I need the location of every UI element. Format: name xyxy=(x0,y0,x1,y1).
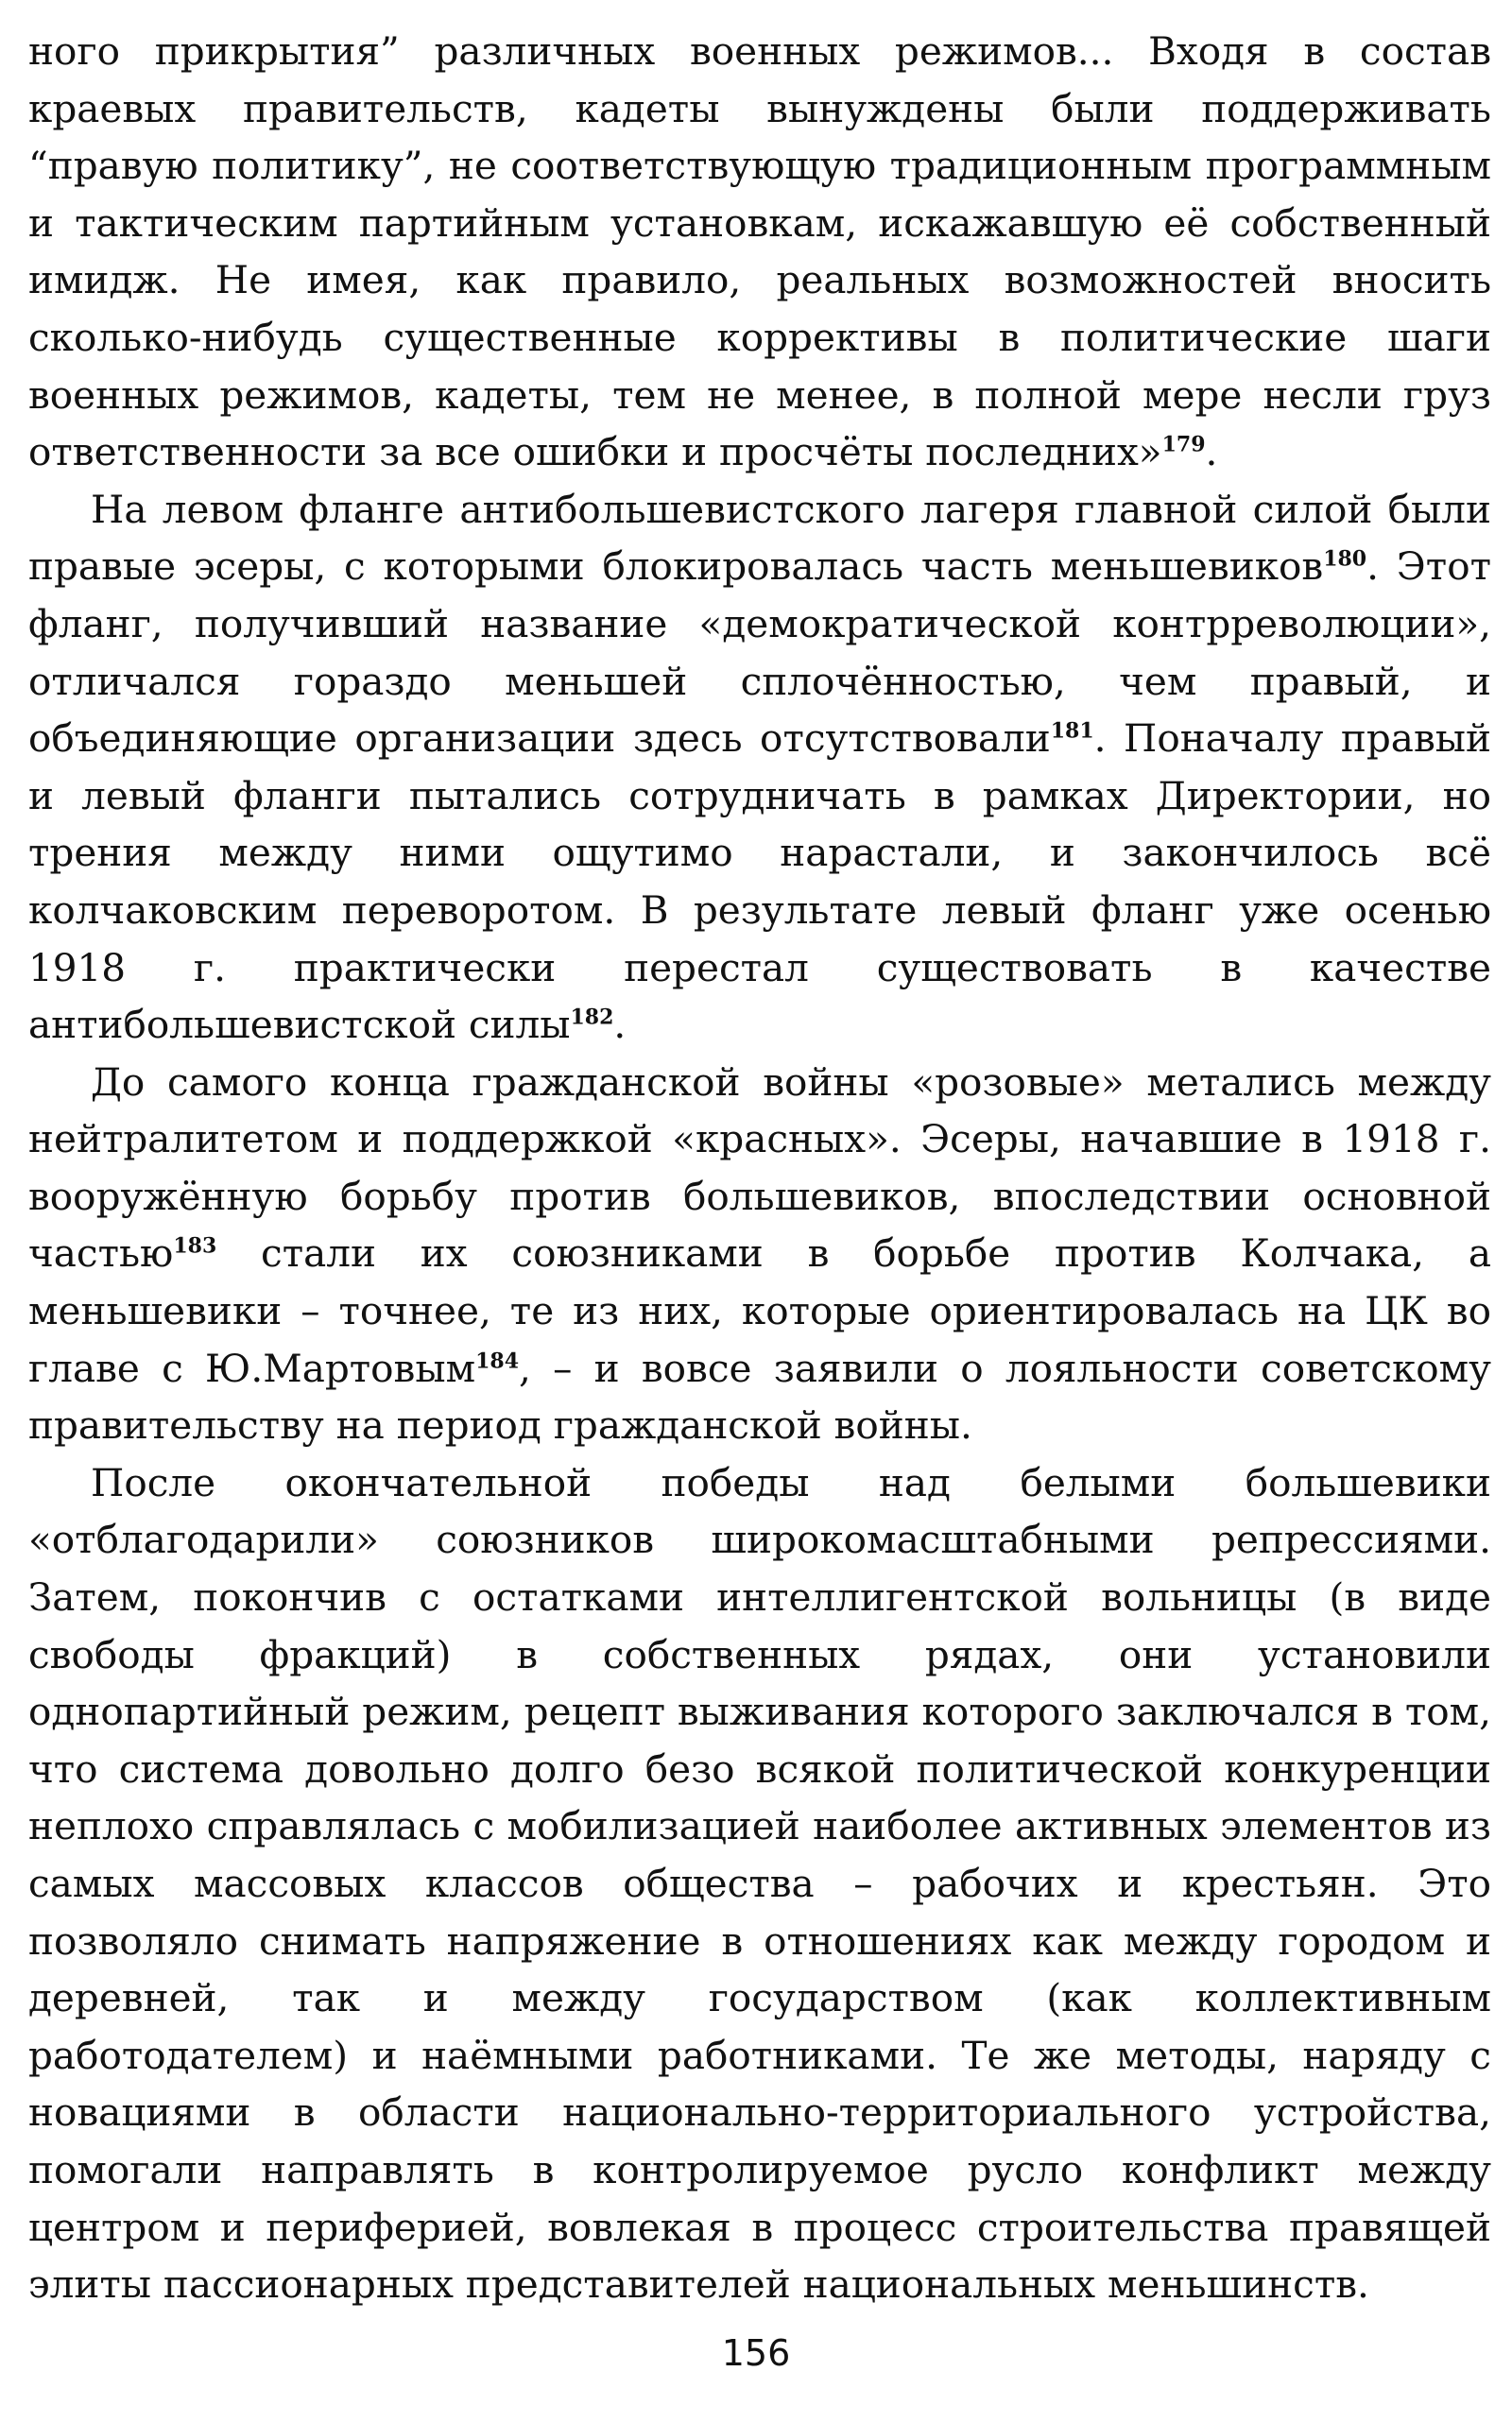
paragraph xyxy=(28,481,1491,1054)
footnote-ref: 181 xyxy=(1050,718,1094,744)
paragraph xyxy=(28,1454,1491,2313)
footnote-ref: 183 xyxy=(173,1233,217,1259)
paragraph-text: . xyxy=(613,1002,627,1048)
footnote-ref: 179 xyxy=(1161,432,1206,457)
footnote-ref: 184 xyxy=(475,1349,520,1374)
paragraph-text: На левом фланге антибольшевистского лагеря главной силой были правые эсеры, с которыми блокировалась часть меньшевиков xyxy=(28,486,1491,590)
paragraph-text: После окончательной победы над белыми большевики «отблагодарили» союзников широкомасштабными репрессиями. Затем, покончив с остатками интеллигентской вольницы (в виде свободы фракций) в собственных рядах, они установили однопартийный режим, рецепт выживания которого заключался в том, что система довольно долго безо всякой политической конкуренции неплохо справлялась с мобилизацией наиболее активных элементов из самых массовых классов общества – рабочих и крестьян. Это позволяло снимать напряжение в отношениях как между городом и деревней, так и между государством (как коллективным работодателем) и наёмными работниками. Те же методы, наряду с новациями в области национально-территориального устройства, помогали направлять в контролируемое русло конфликт между центром и периферией, вовлекая в процесс строительства правящей элиты пассионарных представителей национальных меньшинств. xyxy=(28,1459,1491,2308)
paragraph xyxy=(28,1054,1491,1454)
paragraph-text: . Поначалу правый и левый фланги пытались сотрудничать в рамках Директории, но трения между ними ощутимо нарастали, и закончилось всё колчаковским переворотом. В результате левый фланг уже осенью 1918 г. практически перестал существовать в качестве антибольшевистской силы xyxy=(28,715,1491,1048)
paragraph xyxy=(28,23,1491,481)
paragraph-text: До самого конца гражданской войны «розовые» метались между нейтралитетом и поддержкой «красных». Эсеры, начавшие в 1918 г. вооружённую борьбу против большевиков, впоследствии основной частью xyxy=(28,1058,1491,1277)
paragraph-text: стали их союзниками в борьбе против Колчака, а меньшевики – точнее, те из них, которые ориентировалась на ЦК во главе с Ю.Мартовым xyxy=(28,1230,1491,1391)
paragraph-text: . xyxy=(1205,429,1218,475)
page-body xyxy=(28,23,1491,2313)
footnote-ref: 180 xyxy=(1323,546,1367,572)
paragraph-text: ного прикрытия” различных военных режимов... Входя в состав краевых правительств, кадеты вынуждены были поддерживать “правую политику”, не соответствующую традиционным программным и тактическим партийным установкам, искажавшую её собственный имидж. Не имея, как правило, реальных возможностей вносить сколько-нибудь существенные коррективы в политические шаги военных режимов, кадеты, тем не менее, в полной мере несли груз ответственности за все ошибки и просчёты последних» xyxy=(28,28,1491,475)
paragraph-text: , – и вовсе заявили о лояльности советскому правительству на период гражданской войны. xyxy=(28,1345,1491,1449)
paragraph-text: . Этот фланг, получивший название «демократической контрреволюции», отличался гораздо меньшей сплочённостью, чем правый, и объединяющие организации здесь отсутствовали xyxy=(28,543,1491,762)
page-number: 156 xyxy=(721,2332,791,2374)
footnote-ref: 182 xyxy=(570,1005,614,1030)
